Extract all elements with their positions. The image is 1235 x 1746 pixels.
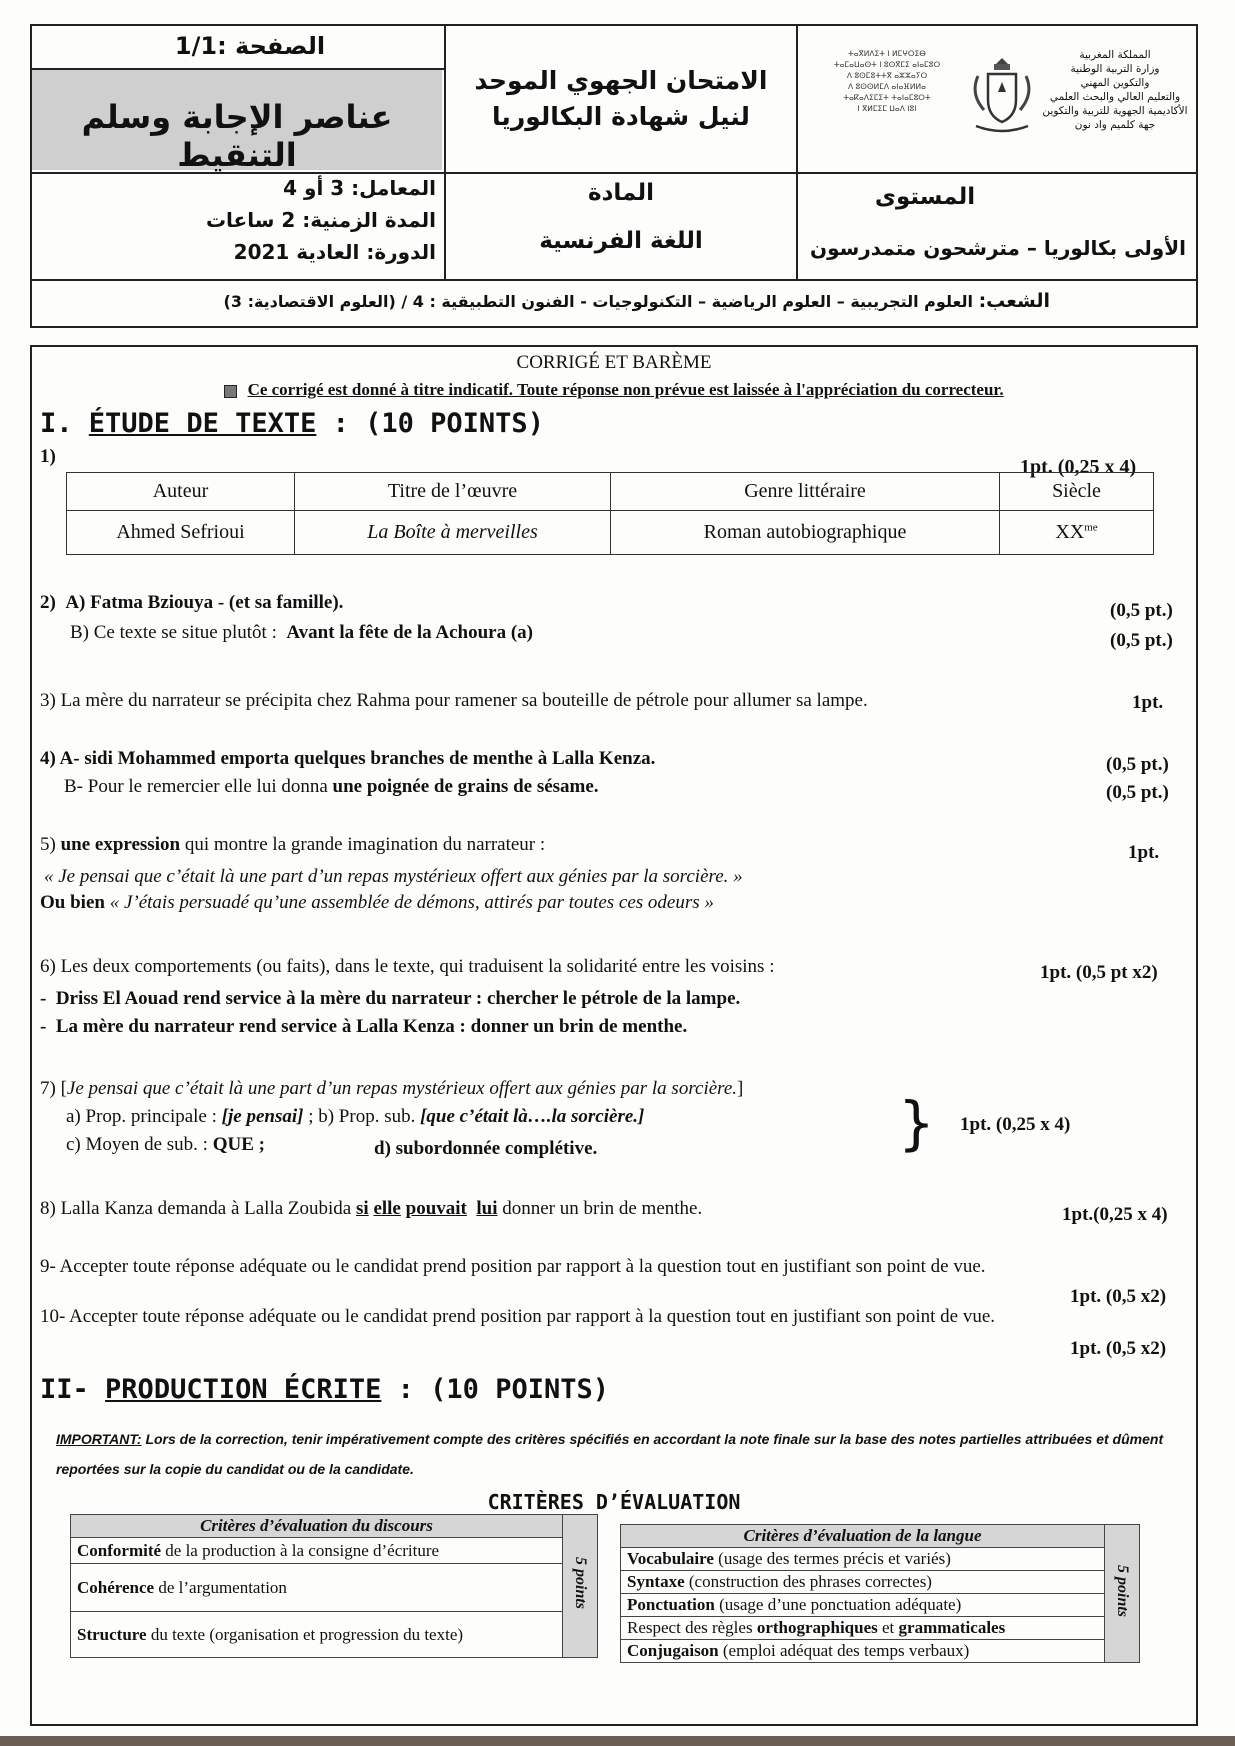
q6-item-1: - Driss El Aouad rend service à la mère du narrateur : chercher le pétrole de la lampe. xyxy=(40,988,741,1009)
criteria-row: Cohérence de l’argumentation xyxy=(71,1564,563,1612)
exam-title-2: لنيل شهادة البكالوريا xyxy=(492,102,750,131)
header-divider xyxy=(796,24,798,279)
table-row: Ahmed Sefrioui La Boîte à merveilles Roman autobiographique $XX^{me}$ xyxy=(67,511,1154,555)
exam-title-1: الامتحان الجهوي الموحد xyxy=(474,66,768,95)
q2-a: 2) A) Fatma Bziouya - (et sa famille). xyxy=(40,592,344,613)
important-note: IMPORTANT: Lors de la correction, tenir impérativement compte des critères spécifiés en accordant la note finale sur la base des notes partielles attribuées et dûment reportées sur la copie du candidat ou de la candidate. xyxy=(56,1431,1164,1477)
langue-points: 5 points xyxy=(1105,1525,1140,1663)
q9-points: 1pt. (0,5 x2) xyxy=(1070,1286,1167,1307)
criteria-row: Vocabulaire (usage des termes précis et variés) xyxy=(621,1548,1105,1571)
q6-points: 1pt. (0,5 pt x2) xyxy=(1040,962,1158,983)
corrige-note: Ce corrigé est donné à titre indicatif. Toute réponse non prévue est laissée à l'appréciation du correcteur. xyxy=(247,380,1004,399)
q1-table xyxy=(66,472,1154,555)
q1-num: 1) xyxy=(40,446,56,467)
q1-points: 1pt. (0,25 x 4) xyxy=(1020,456,1137,478)
langue-header: Critères d’évaluation de la langue xyxy=(621,1525,1105,1548)
q8-points: 1pt.(0,25 x 4) xyxy=(1062,1204,1168,1225)
session: الدورة: العادية 2021 xyxy=(233,240,436,264)
branches: العلوم التجريبية – العلوم الرياضية – التكنولوجيات - الفنون التطبيقية : 4 / (العلوم الاقتصادية: 3) xyxy=(223,292,973,311)
header-divider xyxy=(30,279,1198,281)
q3-text: 3) La mère du narrateur se précipita chez Rahma pour ramener sa bouteille de pétrole pour allumer sa lampe. xyxy=(40,690,868,711)
q10-points: 1pt. (0,5 x2) xyxy=(1070,1338,1167,1359)
q7-ab: a) Prop. principale : [je pensai] ; b) Prop. sub. [que c’était là….la sorcière.] xyxy=(66,1106,645,1127)
ministry-tifinagh: ⵜⴰⴳⵍⴷⵉⵜ ⵏ ⵍⵎⵖⵔⵉⴱ ⵜⴰⵎⴰⵡⴰⵙⵜ ⵏ ⵓⵙⴳⵎⵉ ⴰⵏⴰⵎⵓⵔ ⴷ ⵓⵙⵎⵓⵜⵜⴳ ⴰⵣⵣⴰⵢⵔ ⴷ ⵓⵙⵙⵍⵎⴷ ⴰⵏⴰⴼⵍⵍⴰ ⵜⴰⴽⴰⴷⵉⵎⵉⵜ ⵜⴰⵏⴰⵎⵓⵔⵜ ⵏ ⴳⵍⵎⵉⵎ ⵡⴰⴷ ⵏⵓⵏ xyxy=(833,49,941,113)
q7-c: c) Moyen de sub. : QUE ; xyxy=(66,1134,265,1155)
criteria-row: Structure du texte (organisation et progression du texte) xyxy=(71,1612,563,1658)
criteria-row: Conjugaison (emploi adéquat des temps verbaux) xyxy=(621,1640,1105,1663)
q7-sentence: 7) [Je pensai que c’était là une part d’un repas mystérieux offert aux génies par la sorcière.] xyxy=(40,1078,744,1099)
q4-b: B- Pour le remercier elle lui donna une poignée de grains de sésame. xyxy=(64,776,599,797)
q5-quote-1: « Je pensai que c’était là une part d’un repas mystérieux offert aux génies par la sorcière. » xyxy=(44,866,743,887)
branches-label: الشعب: xyxy=(978,290,1050,312)
q7-points: 1pt. (0,25 x 4) xyxy=(960,1114,1071,1135)
criteria-row: Ponctuation (usage d’une ponctuation adéquate) xyxy=(621,1594,1105,1617)
duration: المدة الزمنية: 2 ساعات xyxy=(205,208,436,232)
q9-text: 9- Accepter toute réponse adéquate ou le candidat prend position par rapport à la question tout en justifiant son point de vue. xyxy=(40,1256,986,1277)
level: الأولى بكالوريا – مترشحون متمدرسون xyxy=(810,236,1186,260)
coat-of-arms-icon xyxy=(968,54,1036,138)
answer-key-title: عناصر الإجابة وسلم التنقيط xyxy=(81,98,393,174)
part1-title: I. ÉTUDE DE TEXTE : (10 POINTS) xyxy=(40,408,544,439)
criteria-row: Syntaxe (construction des phrases correctes) xyxy=(621,1571,1105,1594)
q5-points: 1pt. xyxy=(1128,842,1160,863)
q8-line: 8) Lalla Kanza demanda à Lalla Zoubida si elle pouvait lui donner un brin de menthe. xyxy=(40,1198,703,1219)
q4-b-points: (0,5 pt.) xyxy=(1106,782,1169,803)
note-bullet-icon xyxy=(224,385,237,398)
branches-line xyxy=(40,290,1050,312)
criteria-title: CRITÈRES D’ÉVALUATION xyxy=(487,1490,741,1514)
table-header-row: Auteur Titre de l’œuvre Genre littéraire Siècle xyxy=(67,473,1154,511)
q2-b-points: (0,5 pt.) xyxy=(1110,630,1173,651)
scan-edge xyxy=(0,1736,1235,1746)
q5-quote-2-line: Ou bien « J’étais persuadé qu’une assemblée de démons, attirés par toutes ces odeurs » xyxy=(40,892,714,913)
q5-line: 5) une expression qui montre la grande imagination du narrateur : xyxy=(40,834,546,855)
q6-text: 6) Les deux comportements (ou faits), dans le texte, qui traduisent la solidarité entre les voisins : xyxy=(40,956,775,977)
corrige-note-line xyxy=(30,380,1198,400)
criteria-langue-table xyxy=(620,1524,1140,1663)
criteria-row: Conformité de la production à la consigne d’écriture xyxy=(71,1538,563,1564)
discours-header: Critères d’évaluation du discours xyxy=(71,1515,563,1538)
q3-points: 1pt. xyxy=(1132,692,1164,713)
q2-b: B) Ce texte se situe plutôt : Avant la fête de la Achoura (a) xyxy=(70,622,533,643)
q6-item-2: - La mère du narrateur rend service à Lalla Kenza : donner un brin de menthe. xyxy=(40,1016,688,1037)
criteria-discours-table xyxy=(70,1514,598,1658)
q7-d: d) subordonnée complétive. xyxy=(374,1138,598,1159)
q2-a-points: (0,5 pt.) xyxy=(1110,600,1173,621)
subject-label: المادة xyxy=(588,180,654,206)
part2-title: II- PRODUCTION ÉCRITE : (10 POINTS) xyxy=(40,1374,609,1405)
discours-points: 5 points xyxy=(563,1515,598,1658)
coefficient: المعامل: 3 أو 4 xyxy=(283,176,436,200)
subject: اللغة الفرنسية xyxy=(539,228,703,254)
ministry-arabic: المملكة المغربية وزارة التربية الوطنية والتكوين المهني والتعليم العالي والبحث العلمي الأكاديمية الجهوية للتربية والتكوين جهة كلميم واد نون xyxy=(1042,49,1188,131)
q10-text: 10- Accepter toute réponse adéquate ou le candidat prend position par rapport à la question tout en justifiant son point de vue. xyxy=(40,1306,996,1327)
page-label: الصفحة :1/1 xyxy=(174,32,326,60)
criteria-row: Respect des règles orthographiques et grammaticales xyxy=(621,1617,1105,1640)
corrige-title: CORRIGÉ ET BARÈME xyxy=(516,352,712,373)
q7-brace-icon: } xyxy=(898,1089,935,1157)
level-label: المستوى xyxy=(874,184,976,210)
q4-a: 4) A- sidi Mohammed emporta quelques branches de menthe à Lalla Kenza. xyxy=(40,748,656,769)
q4-a-points: (0,5 pt.) xyxy=(1106,754,1169,775)
